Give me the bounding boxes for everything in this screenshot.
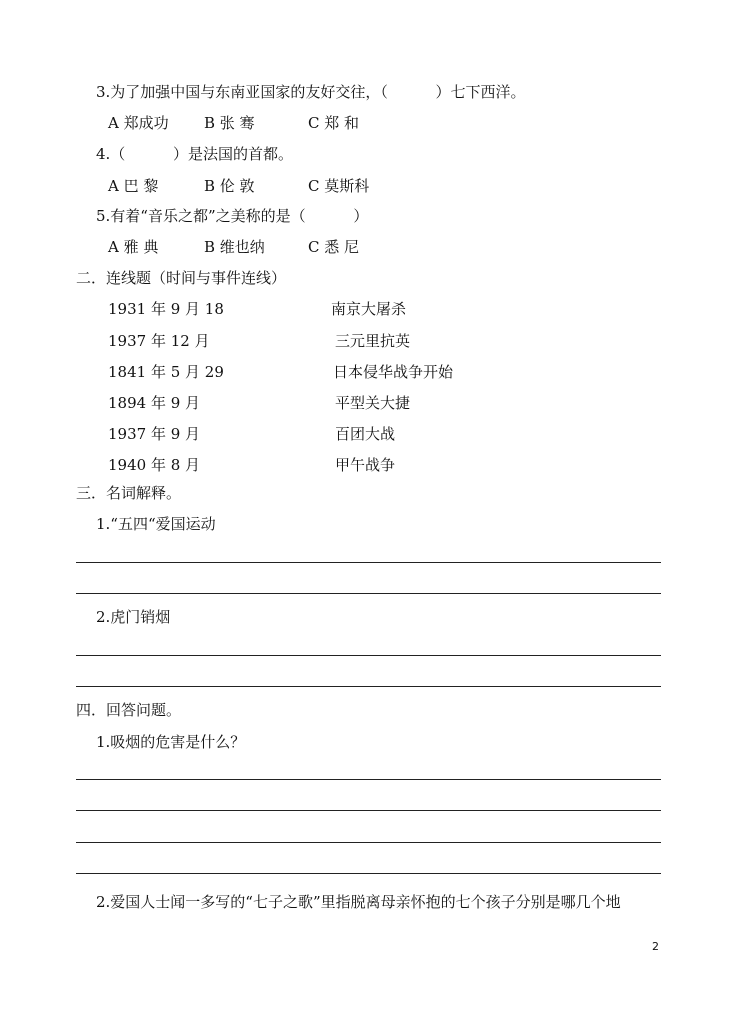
answer-line [76, 779, 661, 780]
page-number: 2 [652, 940, 659, 953]
match-event-4: 平型关大捷 [335, 394, 411, 412]
match-date-2: 1937 年 12 月 [108, 332, 210, 350]
match-event-6: 甲午战争 [335, 456, 396, 474]
question-4-option-a: A 巴 黎 [108, 177, 159, 195]
question-5-prompt: 5.有着“音乐之都”之美称的是（ ） [96, 207, 369, 225]
match-event-3: 日本侵华战争开始 [333, 363, 454, 381]
answer-line [76, 686, 661, 687]
question-4-prompt: 4.（ ）是法国的首都。 [96, 145, 293, 163]
match-date-5: 1937 年 9 月 [108, 425, 201, 443]
question-3-option-c: C 郑 和 [308, 114, 360, 132]
question-5-option-c: C 悉 尼 [308, 238, 360, 256]
match-date-6: 1940 年 8 月 [108, 456, 201, 474]
answer-line [76, 842, 661, 843]
match-event-2: 三元里抗英 [335, 332, 411, 350]
question-5-option-b: B 维也纳 [204, 238, 265, 256]
section-2-title: 二．连线题（时间与事件连线） [76, 269, 287, 287]
term-2: 2.虎门销烟 [96, 608, 171, 626]
answer-line [76, 593, 661, 594]
question-5-option-a: A 雅 典 [108, 238, 159, 256]
answer-line [76, 873, 661, 874]
question-4-option-b: B 伦 敦 [204, 177, 255, 195]
question-4-option-c: C 莫斯科 [308, 177, 370, 195]
match-event-1: 南京大屠杀 [331, 300, 407, 318]
answer-line [76, 655, 661, 656]
question-3-prompt: 3.为了加强中国与东南亚国家的友好交往，（ ）七下西洋。 [96, 83, 526, 101]
match-date-3: 1841 年 5 月 29 [108, 363, 224, 381]
section-3-title: 三．名词解释。 [76, 484, 182, 502]
section-4-title: 四．回答问题。 [76, 701, 182, 719]
question-3-option-a: A 郑成功 [108, 114, 169, 132]
question-seven-sons: 2.爱国人士闻一多写的“七子之歌”里指脱离母亲怀抱的七个孩子分别是哪几个地 [96, 893, 621, 911]
question-smoking: 1.吸烟的危害是什么？ [96, 733, 246, 751]
question-3-option-b: B 张 骞 [204, 114, 255, 132]
answer-line [76, 810, 661, 811]
match-date-1: 1931 年 9 月 18 [108, 300, 224, 318]
match-event-5: 百团大战 [335, 425, 396, 443]
match-date-4: 1894 年 9 月 [108, 394, 201, 412]
term-1: 1.“五四“爱国运动 [96, 515, 216, 533]
answer-line [76, 562, 661, 563]
